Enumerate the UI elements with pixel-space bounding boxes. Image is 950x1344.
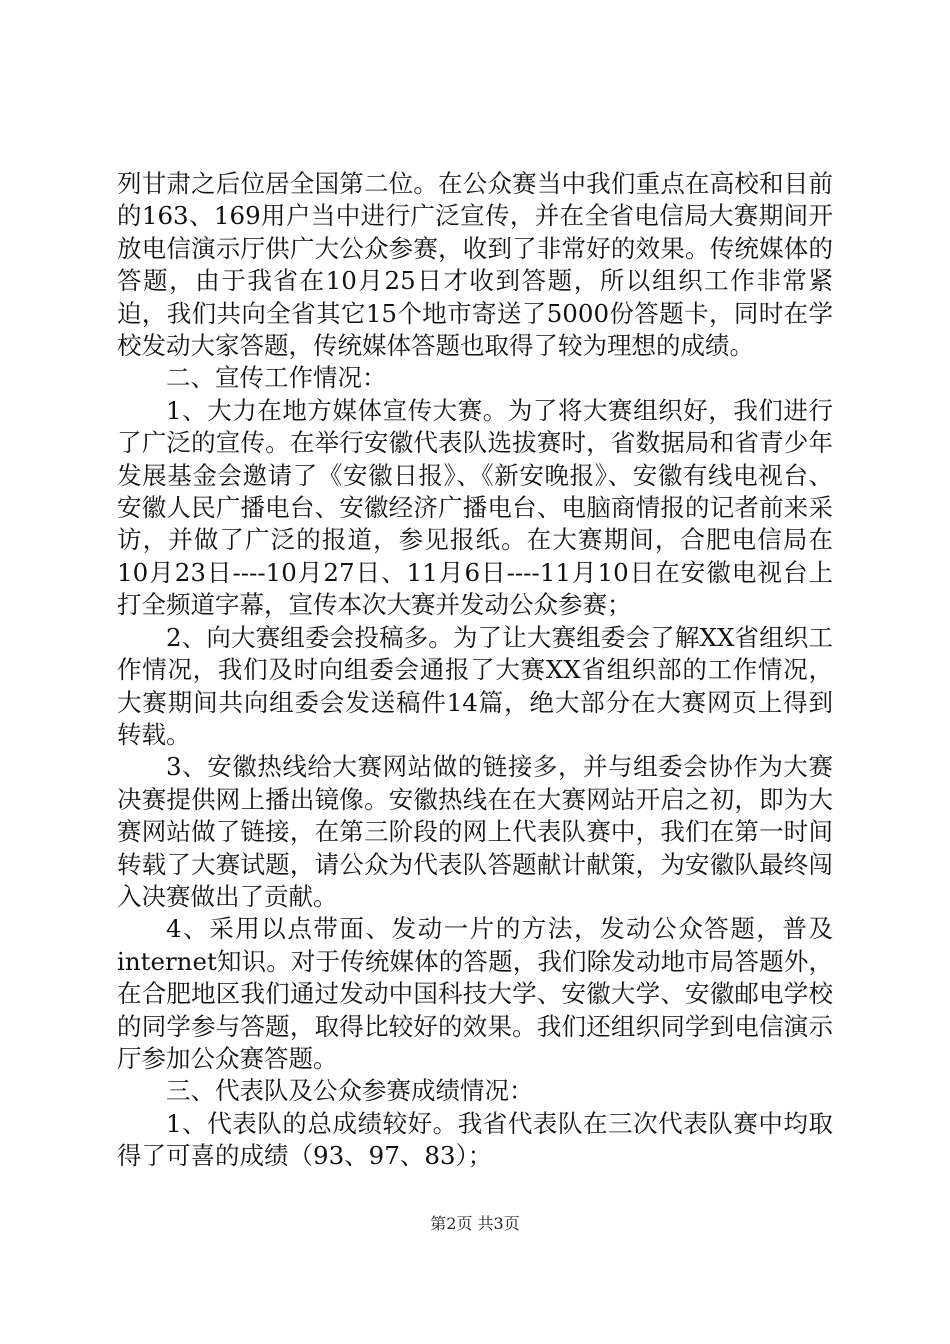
paragraph-submissions: 2、向大赛组委会投稿多。为了让大赛组委会了解XX省组织工作情况，我们及时向组委会通报了大赛XX省组织部的工作情况，大赛期间共向组委会发送稿件14篇，绝大部分在大赛网页上得到转载。 [117,622,833,749]
page-footer [0,1214,950,1234]
paragraph-team-results: 1、代表队的总成绩较好。我省代表队在三次代表队赛中均取得了可喜的成绩（93、97、83）； [117,1108,833,1171]
section-heading-results: 三、代表队及公众参赛成绩情况： [166,1076,534,1106]
paragraph-hotline-links: 3、安徽热线给大赛网站做的链接多，并与组委会协作为大赛决赛提供网上播出镜像。安徽热线在在大赛网站开启之初，即为大赛网站做了链接，在第三阶段的网上代表队赛中，我们在第一时间转载了大赛试题，请公众为代表队答题献计献策，为安徽队最终闯入决赛做出了贡献。 [117,752,833,911]
paragraph-continuation: 列甘肃之后位居全国第二位。在公众赛当中我们重点在高校和目前的163、169用户当中进行广泛宣传，并在全省电信局大赛期间开放电信演示厅供广大公众参赛，收到了非常好的效果。传统媒体的答题，由于我省在10月25日才收到答题，所以组织工作非常紧迫，我们共向全省其它15个地市寄送了5000份答题卡，同时在学校发动大家答题，传统媒体答题也取得了较为理想的成绩。 [117,169,833,361]
paragraph-local-media: 1、大力在地方媒体宣传大赛。为了将大赛组织好，我们进行了广泛的宣传。在举行安徽代表队选拔赛时，省数据局和省青少年发展基金会邀请了《安徽日报》、《新安晚报》、安徽有线电视台、安徽人民广播电台、安徽经济广播电台、电脑商情报的记者前来采访，并做了广泛的报道，参见报纸。在大赛期间，合肥电信局在10月23日----10月27日、11月6日----11月10日在安徽电视台上打全频道字幕，宣传本次大赛并发动公众参赛； [117,395,833,620]
section-heading-publicity: 二、宣传工作情况： [166,363,387,393]
paragraph-public-participation: 4、采用以点带面、发动一片的方法，发动公众答题，普及internet知识。对于传统媒体的答题，我们除发动地市局答题外，在合肥地区我们通过发动中国科技大学、安徽大学、安徽邮电学校的同学参与答题，取得比较好的效果。我们还组织同学到电信演示厅参加公众赛答题。 [117,914,833,1073]
page-number: 第2页 共3页 [430,1214,520,1233]
document-body [117,168,833,1173]
